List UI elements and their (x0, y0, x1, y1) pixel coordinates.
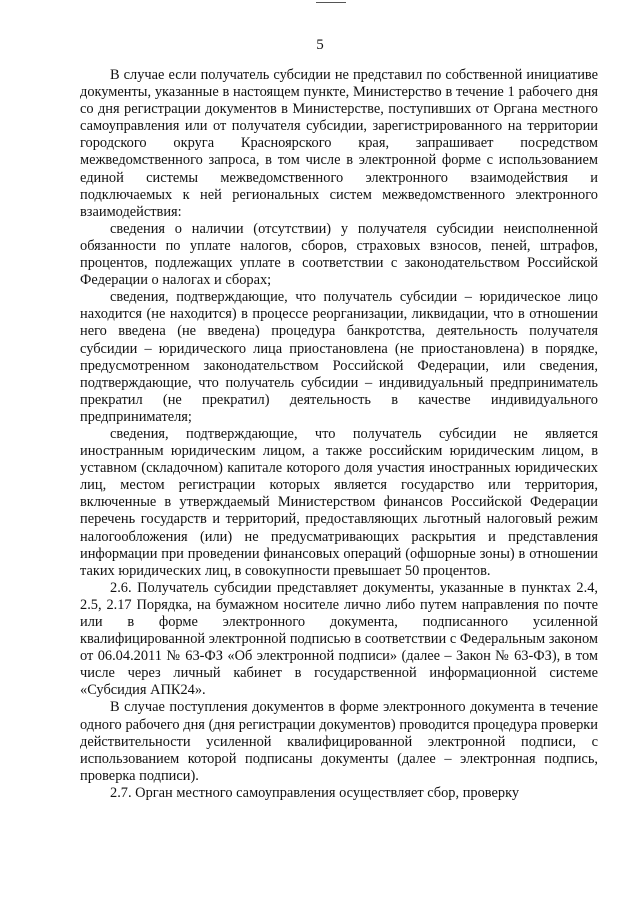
paragraph-section-2-7: 2.7. Орган местного самоуправления осуществляет сбор, проверку (110, 784, 520, 801)
paragraph-foreign-entity-info: сведения, подтверждающие, что получатель субсидии не является иностранным юридическим лицом, а также российским юридическим лицом, в уставном (складочном) капитале которого доля участия иностранных юридических лиц, местом регистрации которых является государство или территория, включенные в утверждаемый Министерством финансов Российской Федерации перечень государств и территорий, предоставляющих льготный налоговый режим налогообложения (или) не предусматривающих раскрытия и представления информации при проведении финансовых операций (офшорные зоны) в отношении таких юридических лиц, в совокупности превышает 50 процентов. (80, 425, 598, 579)
paragraph-signature-check: В случае поступления документов в форме электронного документа в течение одного рабочего дня (дня регистрации документов) проводится процедура проверки действительности усиленной квалифицированной электронной подписи, с использованием которой подписаны документы (далее – электронная подпись, проверка подписи). (80, 699, 598, 784)
paragraph-request-intro: В случае если получатель субсидии не представил по собственной инициативе документы, указанные в настоящем пункте, Министерство в течение 1 рабочего дня со дня регистрации документов в Министерстве, поступивших от Органа местного самоуправления или от получателя субсидии, зарегистрированного на территории городского округа Красноярского края, запрашивает посредством межведомственного запроса, в том числе в электронной форме с использованием единой системы межведомственного электронного взаимодействия и подключаемых к ней региональных систем межведомственного электронного взаимодействия: (80, 67, 598, 220)
document-body (80, 67, 598, 802)
paragraph-section-2-6: 2.6. Получатель субсидии представляет документы, указанные в пунктах 2.4, 2.5, 2.17 Порядка, на бумажном носителе лично либо путем направления по почте или в форме электронного документа, подписанного усиленной квалифицированной электронной подписью в соответствии с Федеральным законом от 06.04.2011 № 63-ФЗ «Об электронной подписи» (далее – Закон № 63-ФЗ), в том числе через личный кабинет в государственной информационной системе «Субсидия АПК24». (80, 579, 598, 699)
top-edge-mark (316, 2, 346, 3)
paragraph-tax-info: сведения о наличии (отсутствии) у получателя субсидии неисполненной обязанности по уплате налогов, сборов, страховых взносов, пеней, штрафов, процентов, подлежащих уплате в соответствии с законодательством Российской Федерации о налогах и сборах; (80, 220, 598, 289)
page-number: 5 (316, 37, 324, 53)
paragraph-reorganization-info: сведения, подтверждающие, что получатель субсидии – юридическое лицо находится (не находится) в процессе реорганизации, ликвидации, что в отношении него введена (не введена) процедура банкротства, деятельность получателя субсидии – юридического лица приостановлена (не приостановлена) в порядке, предусмотренном законодательством Российской Федерации, или сведения, подтверждающие, что получатель субсидии – индивидуальный предприниматель прекратил (не прекратил) деятельность в качестве индивидуального предпринимателя; (80, 289, 598, 425)
